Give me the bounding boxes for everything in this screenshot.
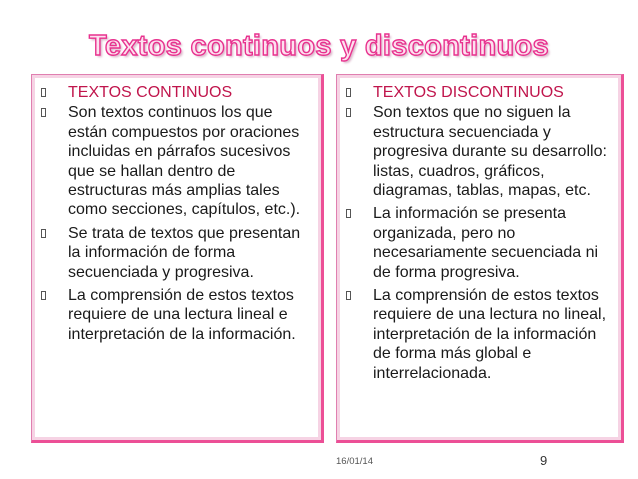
list-item [41, 286, 313, 344]
bullet-icon [346, 291, 351, 300]
list-item [41, 224, 313, 282]
bullet-icon [41, 291, 46, 300]
footer-date: 16/01/14 [336, 456, 373, 467]
list-item-text: La información se presenta organizada, pero no necesariamente secuenciada ni de forma progresiva. [373, 205, 599, 281]
continuous-texts-panel [31, 74, 324, 443]
right-heading-item [346, 83, 613, 102]
continuous-heading: TEXTOS CONTINUOS [68, 84, 233, 101]
bullet-icon [41, 229, 46, 238]
list-item-text: Se trata de textos que presentan la información de forma secuenciada y progresiva. [68, 224, 301, 281]
list-item-text: Son textos continuos los que están compuestos por oraciones incluidas en párrafos sucesivos que se hallan dentro de estructuras más amplias tales como secciones, capítulos, etc.). [68, 104, 301, 219]
left-heading-item [41, 83, 313, 102]
discontinuous-texts-panel [336, 74, 624, 443]
slide-title: Textos continuos y discontinuos [89, 30, 549, 62]
discontinuous-heading: TEXTOS DISCONTINUOS [373, 84, 564, 101]
list-item-text: Son textos que no siguen la estructura secuenciada y progresiva durante su desarrollo: listas, cuadros, gráficos, diagramas, tablas, mapas, etc. [373, 104, 607, 200]
list-item [41, 103, 313, 219]
bullet-icon [346, 209, 351, 218]
list-item-text: La comprensión de estos textos requiere de una lectura lineal e interpretación de la información. [68, 287, 296, 343]
bullet-icon [41, 108, 46, 117]
bullet-icon [346, 108, 351, 117]
list-item [346, 103, 613, 200]
bullet-icon [346, 88, 351, 97]
list-item [346, 204, 613, 282]
bullet-icon [41, 88, 46, 97]
list-item [346, 286, 613, 383]
list-item-text: La comprensión de estos textos requiere de una lectura no lineal, interpretación de la información de forma más global e interrelacionada. [373, 287, 607, 382]
page-number: 9 [540, 453, 548, 468]
